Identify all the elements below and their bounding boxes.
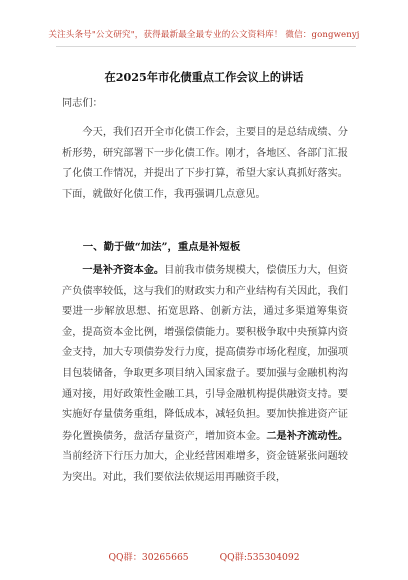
point2-lead: 二是补齐流动性。	[266, 429, 349, 442]
point2-text: 当前经济下行压力加大，企业经营困难增多，资金链紧张问题较为突出。对此，我们要依法依规运用再融资手段，	[62, 451, 348, 483]
footer-qq-group-1: QQ群：30265665	[108, 552, 189, 563]
promo-header: 关注头条号"公文研究"，获得最新最全最专业的公文资料库！ 微信：gongwenyj	[48, 30, 360, 40]
point-paragraph	[62, 260, 348, 489]
intro-paragraph: 今天，我们召开全市化债工作会，主要目的是总结成绩、分析形势，研究部署下一步化债工作。刚才，各地区、各部门汇报了化债工作情况，并提出了下步打算，希望大家认真抓好落实。下面，就做好化债工作，我再强调几点意见。	[62, 127, 348, 200]
point1-text: 目前我市债务规模大，偿债压力大，但资产负债率较低，这与我们的财政实力和产业结构有关因此，我们要进一步解放思想、拓宽思路、创新方法，通过多渠道筹集资金，提高资本金比例，增强偿债能力。要积极争取中央预算内资金支持，加大专项债券发行力度，提高债券市场化程度，加强项目包装储备，争取更多项目纳入国家盘子。要加强与金融机构沟通对接，用好政策性金融工具，引导金融机构提供融资支持。要实施好存量债务重组，降低成本，减轻负担。要加快推进资产证券化置换债务，盘活存量资产，增加资本金。	[62, 265, 348, 442]
footer-qq-group-2: QQ群:535304092	[219, 552, 300, 563]
section-heading-1: 一、勤于做“加法”，重点是补短板	[82, 241, 241, 253]
footer-contact	[0, 549, 408, 563]
point1-lead: 一是补齐资本金。	[82, 264, 165, 276]
salutation: 同志们：	[62, 98, 103, 109]
header-divider	[56, 46, 356, 47]
document-title: 在2025年市化债重点工作会议上的讲话	[104, 70, 304, 84]
